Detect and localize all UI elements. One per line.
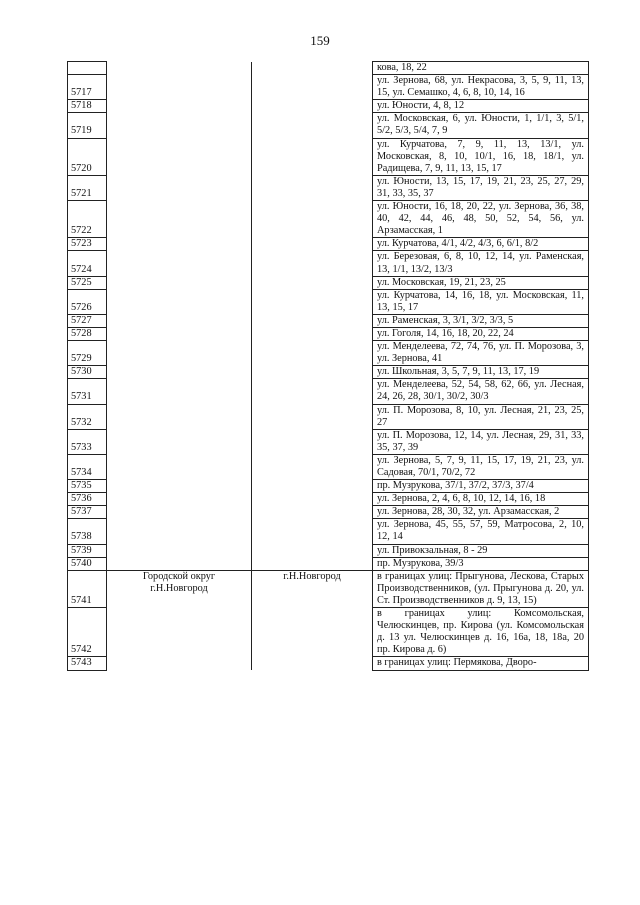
district-name-line2: г.Н.Новгород <box>150 582 208 594</box>
station-number: 5722 <box>68 201 107 238</box>
station-number: 5719 <box>68 113 107 138</box>
table-row <box>68 62 589 75</box>
locality-cell-empty <box>252 62 373 571</box>
station-number: 5742 <box>68 608 107 657</box>
station-address: ул. Юности, 4, 8, 12 <box>373 100 589 113</box>
station-number: 5731 <box>68 379 107 404</box>
station-number: 5724 <box>68 251 107 276</box>
station-number: 5728 <box>68 327 107 340</box>
station-address: ул. Гоголя, 14, 16, 18, 20, 22, 24 <box>373 327 589 340</box>
station-number: 5736 <box>68 493 107 506</box>
station-address: ул. Курчатова, 14, 16, 18, ул. Московская, 11, 13, 15, 17 <box>373 289 589 314</box>
station-address: ул. Зернова, 2, 4, 6, 8, 10, 12, 14, 16, 18 <box>373 493 589 506</box>
station-number: 5734 <box>68 454 107 479</box>
station-number: 5732 <box>68 404 107 429</box>
station-address: в границах улиц: Комсомольская, Челюскинцев, пр. Кирова (ул. Комсомольская д. 13 ул. Челюскинцев д. 16, 16а, 18, 18а, 20 пр. Кирова д. 6) <box>373 608 589 657</box>
station-number: 5739 <box>68 544 107 557</box>
station-number: 5718 <box>68 100 107 113</box>
station-number: 5725 <box>68 276 107 289</box>
page-number: 159 <box>310 33 330 48</box>
polling-stations-table <box>67 61 589 671</box>
station-number: 5735 <box>68 480 107 493</box>
station-address: кова, 18, 22 <box>373 62 589 75</box>
station-address: ул. Привокзальная, 8 - 29 <box>373 544 589 557</box>
station-address: ул. Юности, 16, 18, 20, 22, ул. Зернова, 36, 38, 40, 42, 44, 46, 48, 50, 52, 54, 56, ул. Арзамасская, 1 <box>373 201 589 238</box>
station-number: 5721 <box>68 175 107 200</box>
station-number: 5727 <box>68 314 107 327</box>
station-address: пр. Музрукова, 39/3 <box>373 557 589 570</box>
station-number: 5720 <box>68 138 107 175</box>
station-address: ул. Березовая, 6, 8, 10, 12, 14, ул. Раменская, 13, 1/1, 13/2, 13/3 <box>373 251 589 276</box>
station-address: ул. Школьная, 3, 5, 7, 9, 11, 13, 17, 19 <box>373 366 589 379</box>
station-address: ул. Курчатова, 7, 9, 11, 13, 13/1, ул. Московская, 8, 10, 10/1, 16, 18, 18/1, ул. Радищева, 7, 9, 11, 13, 15, 17 <box>373 138 589 175</box>
district-name-line1: Городской округ <box>142 570 216 582</box>
station-address: ул. Зернова, 45, 55, 57, 59, Матросова, 2, 10, 12, 14 <box>373 519 589 544</box>
station-address: ул. П. Морозова, 12, 14, ул. Лесная, 29, 31, 33, 35, 37, 39 <box>373 429 589 454</box>
station-number: 5733 <box>68 429 107 454</box>
station-address: ул. Менделеева, 72, 74, 76, ул. П. Морозова, 3, ул. Зернова, 41 <box>373 341 589 366</box>
station-address: ул. Менделеева, 52, 54, 58, 62, 66, ул. Лесная, 24, 26, 28, 30/1, 30/2, 30/3 <box>373 379 589 404</box>
locality-cell: г.Н.Новгород <box>252 570 373 670</box>
station-number: 5723 <box>68 238 107 251</box>
station-number: 5738 <box>68 519 107 544</box>
station-address: ул. Зернова, 68, ул. Некрасова, 3, 5, 9, 11, 13, 15, ул. Семашко, 4, 6, 8, 10, 14, 16 <box>373 75 589 100</box>
station-address: ул. Курчатова, 4/1, 4/2, 4/3, 6, 6/1, 8/2 <box>373 238 589 251</box>
station-address: ул. Московская, 6, ул. Юности, 1, 1/1, 3, 5/1, 5/2, 5/3, 5/4, 7, 9 <box>373 113 589 138</box>
station-address: ул. П. Морозова, 8, 10, ул. Лесная, 21, 23, 25, 27 <box>373 404 589 429</box>
station-address: в границах улиц: Пермякова, Дворо- <box>373 657 589 670</box>
district-cell <box>107 570 252 670</box>
district-cell-empty <box>107 62 252 571</box>
station-number <box>68 62 107 75</box>
station-number: 5730 <box>68 366 107 379</box>
station-address: ул. Зернова, 5, 7, 9, 11, 15, 17, 19, 21, 23, ул. Садовая, 70/1, 70/2, 72 <box>373 454 589 479</box>
station-address: пр. Музрукова, 37/1, 37/2, 37/3, 37/4 <box>373 480 589 493</box>
station-address: в границах улиц: Прыгунова, Лескова, Старых Производственников, (ул. Прыгунова д. 20, ул. Ст. Производственников д. 9, 13, 15) <box>373 570 589 607</box>
station-address: ул. Московская, 19, 21, 23, 25 <box>373 276 589 289</box>
station-number: 5740 <box>68 557 107 570</box>
station-number: 5726 <box>68 289 107 314</box>
station-number: 5729 <box>68 341 107 366</box>
station-number: 5737 <box>68 506 107 519</box>
station-number: 5717 <box>68 75 107 100</box>
station-number: 5743 <box>68 657 107 670</box>
table-row <box>68 570 589 607</box>
station-address: ул. Раменская, 3, 3/1, 3/2, 3/3, 5 <box>373 314 589 327</box>
station-address: ул. Зернова, 28, 30, 32, ул. Арзамасская, 2 <box>373 506 589 519</box>
station-address: ул. Юности, 13, 15, 17, 19, 21, 23, 25, 27, 29, 31, 33, 35, 37 <box>373 175 589 200</box>
station-number: 5741 <box>68 570 107 607</box>
